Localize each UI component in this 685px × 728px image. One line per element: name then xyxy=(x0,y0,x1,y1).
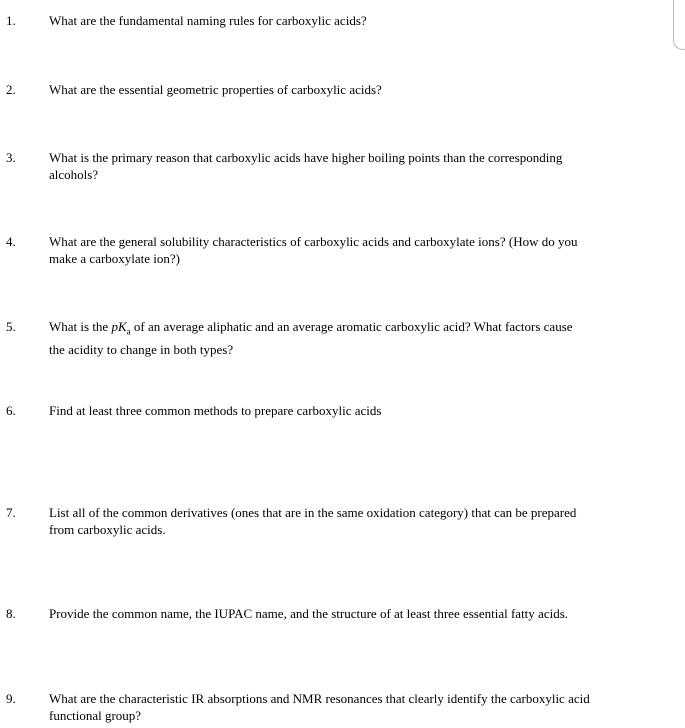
pka-subscript: a xyxy=(126,326,131,337)
question-number: 9. xyxy=(6,691,16,706)
question-text xyxy=(49,690,659,724)
question-text: What are the essential geometric properties of carboxylic acids? xyxy=(49,82,382,97)
question-number: 1. xyxy=(6,13,16,28)
question-text-line: What are the characteristic IR absorptions and NMR resonances that clearly identify the carboxylic acid xyxy=(49,691,590,706)
question-text-line: What are the general solubility characteristics of carboxylic acids and carboxylate ions? (How do you xyxy=(49,234,578,249)
question-number: 3. xyxy=(6,150,16,165)
question-number: 6. xyxy=(6,403,16,418)
question-text-line: the acidity to change in both types? xyxy=(49,341,234,357)
question-number: 5. xyxy=(6,319,16,334)
scrollbar-edge[interactable] xyxy=(673,0,685,50)
question-text-line: List all of the common derivatives (ones that are in the same oxidation category) that can be prepared xyxy=(49,505,577,520)
question-text: Find at least three common methods to prepare carboxylic acids xyxy=(49,403,382,418)
question-text xyxy=(49,233,659,267)
question-text xyxy=(49,504,659,538)
question-text-line: functional group? xyxy=(49,708,142,723)
question-text xyxy=(49,149,659,183)
question-text-part: What is the xyxy=(49,319,112,334)
question-text-line: from carboxylic acids. xyxy=(49,522,166,537)
question-text-line: make a carboxylate ion?) xyxy=(49,251,181,266)
question-text: What are the fundamental naming rules for carboxylic acids? xyxy=(49,13,367,28)
pka-p: p xyxy=(111,319,118,334)
question-number: 4. xyxy=(6,234,16,249)
question-text xyxy=(49,318,659,358)
question-text-line: What is the primary reason that carboxylic acids have higher boiling points than the corresponding xyxy=(49,150,563,165)
question-number: 2. xyxy=(6,82,16,97)
pka-k: K xyxy=(117,319,127,334)
question-text-line: alcohols? xyxy=(49,167,99,182)
question-text: Provide the common name, the IUPAC name, and the structure of at least three essential fatty acids. xyxy=(49,606,569,621)
question-text-line xyxy=(49,318,659,341)
question-text-part: of an average aliphatic and an average aromatic carboxylic acid? What factors cause xyxy=(130,319,573,334)
question-number: 8. xyxy=(6,606,16,621)
question-number: 7. xyxy=(6,505,16,520)
